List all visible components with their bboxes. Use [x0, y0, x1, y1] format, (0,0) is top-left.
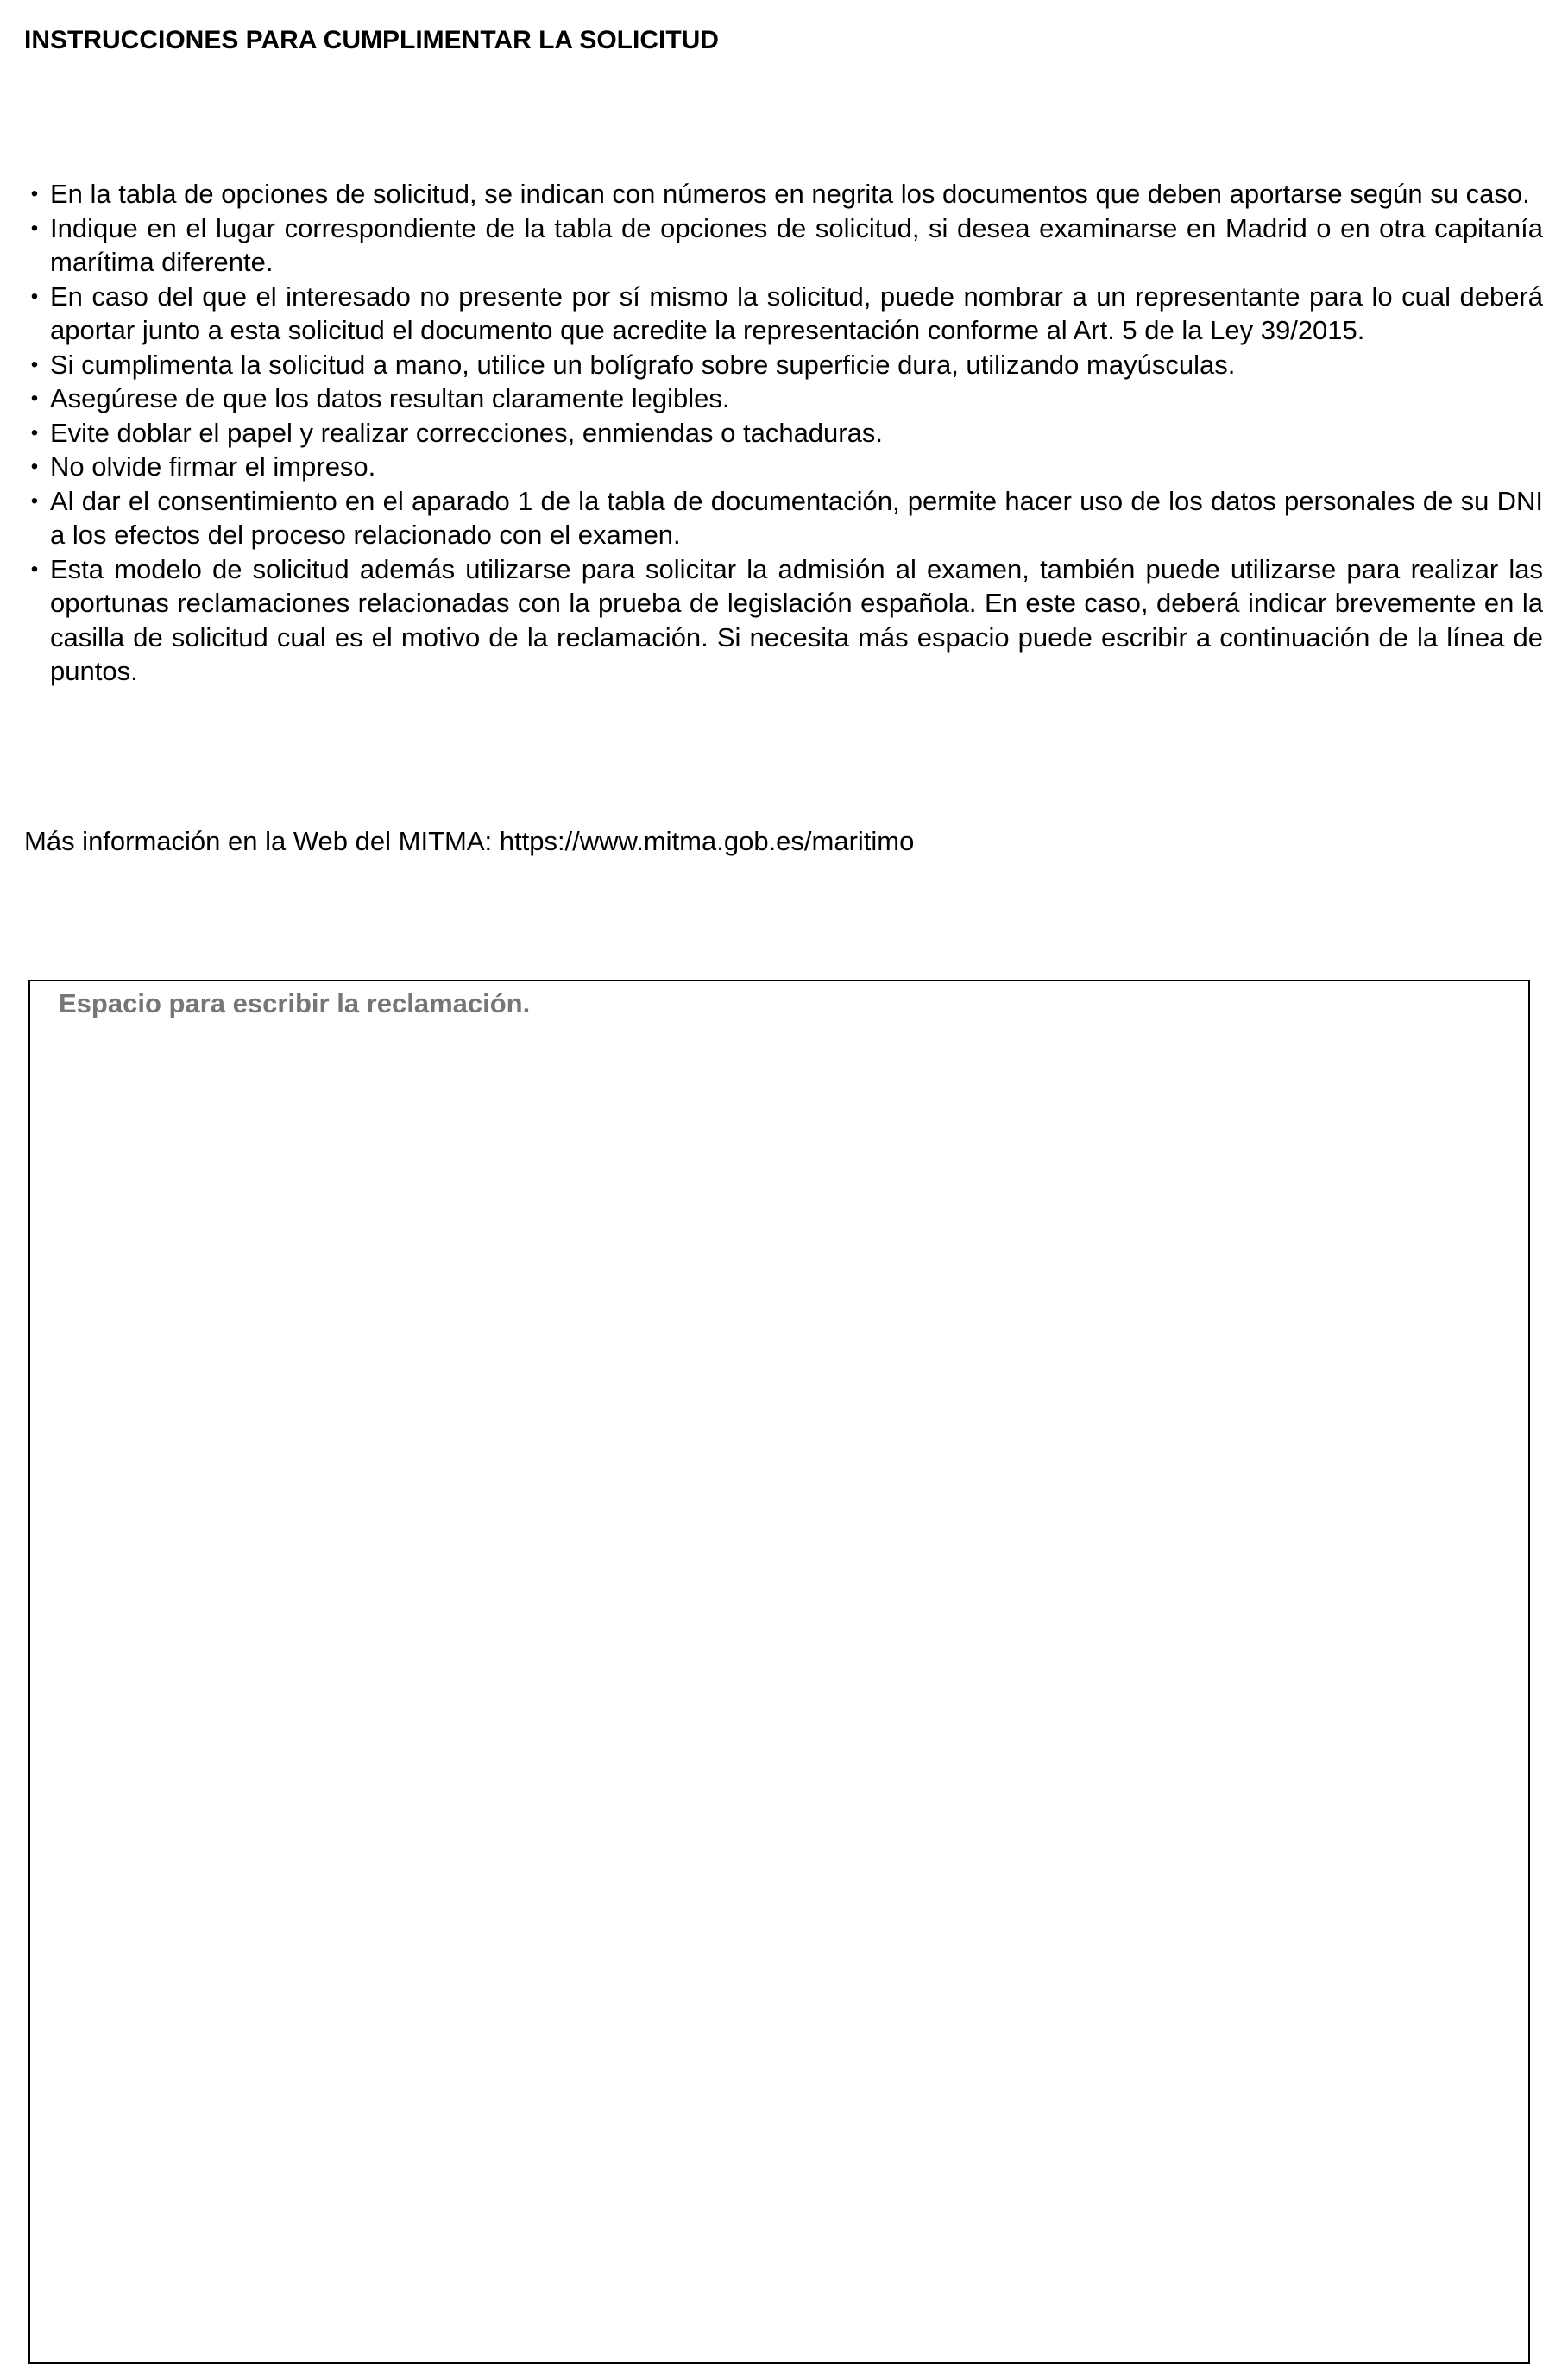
- instruction-item: [24, 280, 1543, 348]
- instruction-text: Asegúrese de que los datos resultan claramente legibles.: [50, 383, 730, 413]
- instruction-text: Evite doblar el papel y realizar correcciones, enmiendas o tachaduras.: [50, 417, 883, 448]
- instruction-item: [24, 348, 1543, 382]
- instruction-text: No olvide firmar el impreso.: [50, 451, 376, 482]
- claim-box: [28, 980, 1530, 2364]
- bullet-icon: •: [30, 284, 39, 308]
- instruction-text: Si cumplimenta la solicitud a mano, utilice un bolígrafo sobre superficie dura, utilizando mayúsculas.: [50, 349, 1236, 380]
- instruction-item: [24, 552, 1543, 689]
- bullet-icon: •: [30, 352, 39, 376]
- bullet-icon: •: [30, 489, 39, 513]
- instruction-item: [24, 381, 1543, 416]
- bullet-icon: •: [30, 216, 39, 240]
- instruction-item: [24, 416, 1543, 451]
- instruction-text: En la tabla de opciones de solicitud, se indican con números en negrita los documentos que deben aportarse según su caso.: [50, 179, 1530, 209]
- instruction-text: En caso del que el interesado no presente por sí mismo la solicitud, puede nombrar a un representante para lo cual deberá aportar junto a esta solicitud el documento que acredite la representación conforme al Art. 5 de la Ley 39/2015.: [50, 281, 1543, 345]
- instruction-text: Esta modelo de solicitud además utilizarse para solicitar la admisión al examen, también puede utilizarse para realizar las oportunas reclamaciones relacionadas con la prueba de legislación española. En este caso, deberá indicar brevemente en la casilla de solicitud cual es el motivo de la reclamación. Si necesita más espacio puede escribir a continuación de la línea de puntos.: [50, 553, 1543, 686]
- bullet-icon: •: [30, 387, 39, 410]
- instruction-text: Al dar el consentimiento en el aparado 1 de la tabla de documentación, permite hacer uso de los datos personales de su DNI a los efectos del proceso relacionado con el examen.: [50, 485, 1543, 550]
- instruction-item: [24, 484, 1543, 552]
- instruction-item: [24, 211, 1543, 280]
- claim-text-area[interactable]: [47, 1031, 1511, 2345]
- bullet-icon: •: [30, 182, 39, 205]
- page-title: INSTRUCCIONES PARA CUMPLIMENTAR LA SOLICITUD: [24, 26, 719, 54]
- claim-box-label: Espacio para escribir la reclamación.: [59, 988, 531, 1018]
- more-info-text: Más información en la Web del MITMA: https://www.mitma.gob.es/maritimo: [24, 826, 915, 856]
- instruction-item: [24, 177, 1543, 211]
- instructions-list: [24, 177, 1543, 689]
- bullet-icon: •: [30, 557, 39, 581]
- instruction-text: Indique en el lugar correspondiente de la tabla de opciones de solicitud, si desea examinarse en Madrid o en otra capitanía marítima diferente.: [50, 212, 1543, 277]
- bullet-icon: •: [30, 455, 39, 478]
- instruction-item: [24, 450, 1543, 484]
- bullet-icon: •: [30, 420, 39, 445]
